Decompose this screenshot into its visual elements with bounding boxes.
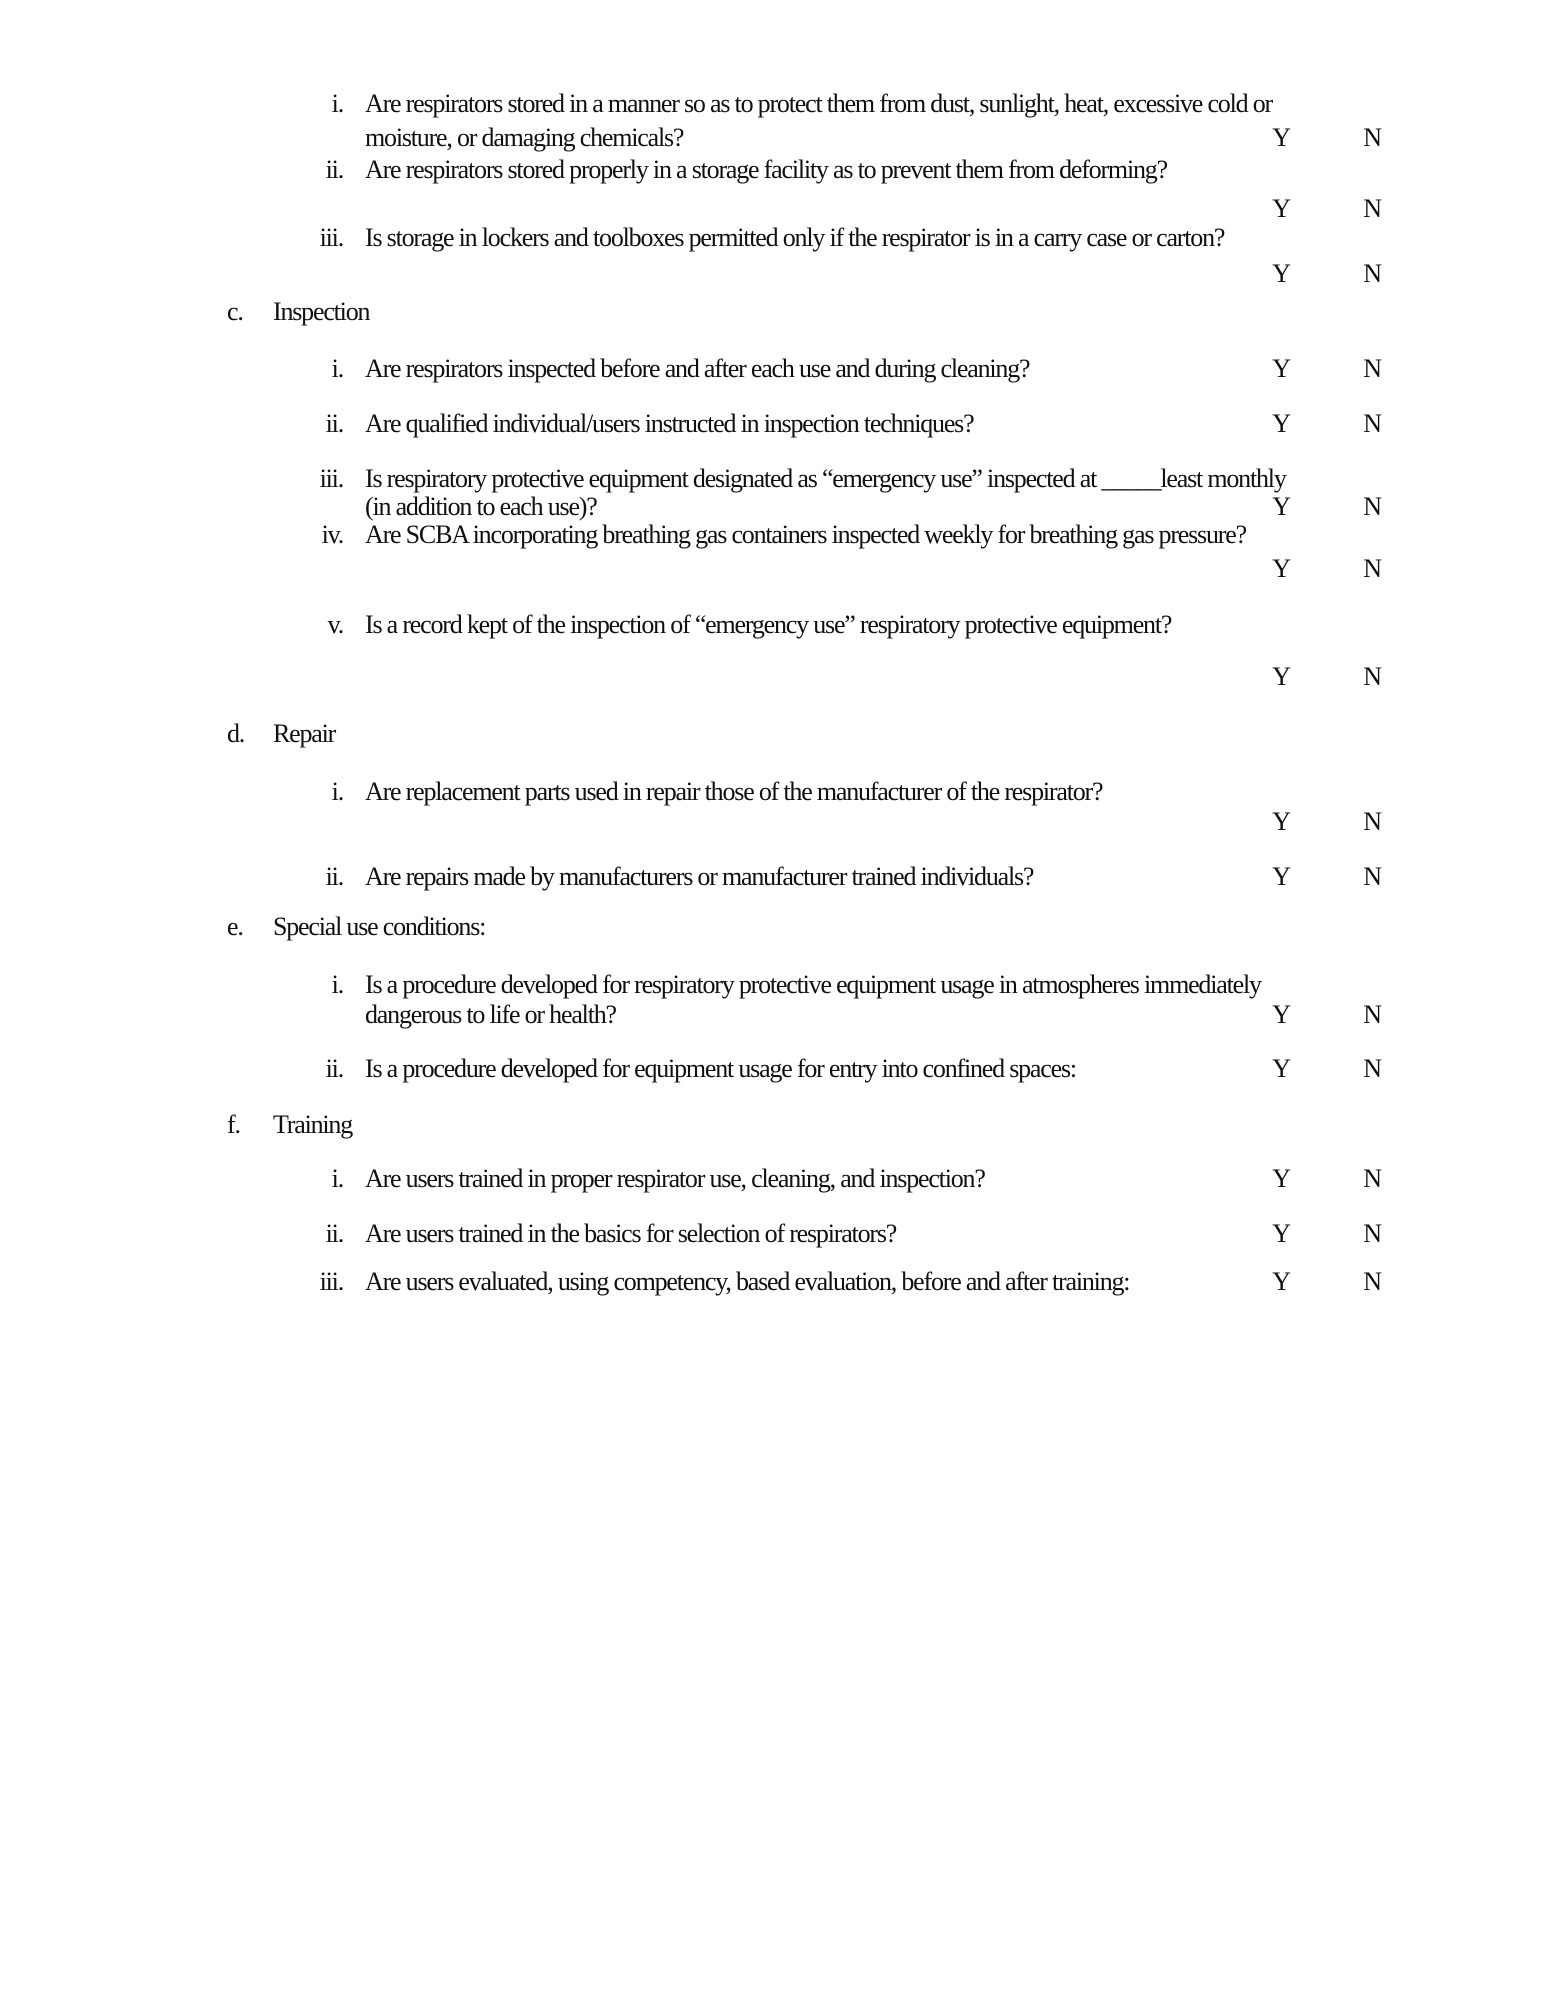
answer-no: N (1363, 194, 1381, 223)
checklist-line (0, 221, 1545, 255)
item-marker: i. (331, 89, 343, 118)
section-header-inspection (0, 295, 1545, 329)
section-letter: d. (227, 719, 245, 748)
item-marker: iv. (321, 520, 343, 549)
item-marker: iii. (319, 464, 343, 493)
checklist-line (0, 352, 1545, 386)
item-question: Is respiratory protective equipment designated as “emergency use” inspected at _____least monthly (365, 464, 1286, 493)
item-question: Are respirators stored properly in a storage facility as to prevent them from deforming? (365, 155, 1167, 184)
item-question: Are users trained in the basics for selection of respirators? (365, 1219, 897, 1248)
checklist-line (0, 1265, 1545, 1299)
answer-line (0, 552, 1545, 586)
item-marker: ii. (325, 409, 343, 438)
item-marker: ii. (325, 155, 343, 184)
item-marker: i. (331, 1164, 343, 1193)
item-marker: ii. (325, 1219, 343, 1248)
item-marker: v. (327, 610, 343, 639)
answer-no: N (1363, 1000, 1381, 1029)
section-title: Inspection (273, 297, 370, 326)
section-header-special-use (0, 910, 1545, 944)
section-letter: e. (227, 912, 243, 941)
item-marker: iii. (319, 223, 343, 252)
answer-yes: Y (1272, 492, 1290, 521)
answer-yes: Y (1272, 662, 1290, 691)
item-question: Is a procedure developed for equipment usage for entry into confined spaces: (365, 1054, 1076, 1083)
answer-no: N (1363, 1267, 1381, 1296)
item-marker: i. (331, 777, 343, 806)
answer-no: N (1363, 259, 1381, 288)
checklist-line (0, 968, 1545, 1002)
answer-line (0, 257, 1545, 291)
item-question: Is a record kept of the inspection of “emergency use” respiratory protective equipment? (365, 610, 1172, 639)
answer-yes: Y (1272, 554, 1290, 583)
item-question: Are replacement parts used in repair those of the manufacturer of the respirator? (365, 777, 1103, 806)
answer-no: N (1363, 1219, 1381, 1248)
checklist-line (0, 860, 1545, 894)
answer-no: N (1363, 123, 1381, 152)
section-title: Repair (273, 719, 336, 748)
checklist-line (0, 121, 1545, 155)
answer-no: N (1363, 807, 1381, 836)
item-question: Are users evaluated, using competency, based evaluation, before and after training: (365, 1267, 1130, 1296)
item-question: Are SCBA incorporating breathing gas containers inspected weekly for breathing gas pressure? (365, 520, 1246, 549)
checklist-line (0, 153, 1545, 187)
section-header-training (0, 1108, 1545, 1142)
checklist-line (0, 608, 1545, 642)
checklist-line (0, 407, 1545, 441)
checklist-line (0, 518, 1545, 552)
answer-no: N (1363, 354, 1381, 383)
item-marker: i. (331, 970, 343, 999)
item-question-continued: (in addition to each use)? (365, 492, 597, 521)
section-letter: c. (227, 297, 243, 326)
answer-yes: Y (1272, 1054, 1290, 1083)
answer-yes: Y (1272, 194, 1290, 223)
item-marker: ii. (325, 862, 343, 891)
answer-yes: Y (1272, 1219, 1290, 1248)
item-marker: iii. (319, 1267, 343, 1296)
section-header-repair (0, 717, 1545, 751)
answer-no: N (1363, 409, 1381, 438)
answer-no: N (1363, 1164, 1381, 1193)
item-marker: i. (331, 354, 343, 383)
section-title: Special use conditions: (273, 912, 486, 941)
item-question: Is a procedure developed for respiratory protective equipment usage in atmospheres immediately (365, 970, 1261, 999)
checklist-line (0, 1217, 1545, 1251)
section-letter: f. (227, 1110, 240, 1139)
checklist-line (0, 998, 1545, 1032)
answer-yes: Y (1272, 1164, 1290, 1193)
item-question: Is storage in lockers and toolboxes permitted only if the respirator is in a carry case or carton? (365, 223, 1225, 252)
answer-no: N (1363, 1054, 1381, 1083)
answer-yes: Y (1272, 807, 1290, 836)
answer-yes: Y (1272, 862, 1290, 891)
answer-line (0, 805, 1545, 839)
answer-no: N (1363, 492, 1381, 521)
answer-no: N (1363, 554, 1381, 583)
item-question: Are repairs made by manufacturers or manufacturer trained individuals? (365, 862, 1034, 891)
answer-yes: Y (1272, 354, 1290, 383)
item-question-continued: moisture, or damaging chemicals? (365, 123, 684, 152)
answer-no: N (1363, 662, 1381, 691)
answer-yes: Y (1272, 409, 1290, 438)
answer-yes: Y (1272, 1000, 1290, 1029)
item-question: Are respirators inspected before and after each use and during cleaning? (365, 354, 1030, 383)
section-title: Training (273, 1110, 353, 1139)
checklist-line (0, 1052, 1545, 1086)
answer-yes: Y (1272, 259, 1290, 288)
checklist-line (0, 1162, 1545, 1196)
item-question-continued: dangerous to life or health? (365, 1000, 616, 1029)
item-question: Are respirators stored in a manner so as to protect them from dust, sunlight, heat, excessive cold or (365, 89, 1272, 118)
item-marker: ii. (325, 1054, 343, 1083)
answer-yes: Y (1272, 123, 1290, 152)
checklist-line (0, 775, 1545, 809)
answer-yes: Y (1272, 1267, 1290, 1296)
checklist-line (0, 87, 1545, 121)
item-question: Are users trained in proper respirator use, cleaning, and inspection? (365, 1164, 985, 1193)
answer-no: N (1363, 862, 1381, 891)
item-question: Are qualified individual/users instructed in inspection techniques? (365, 409, 974, 438)
answer-line (0, 660, 1545, 694)
